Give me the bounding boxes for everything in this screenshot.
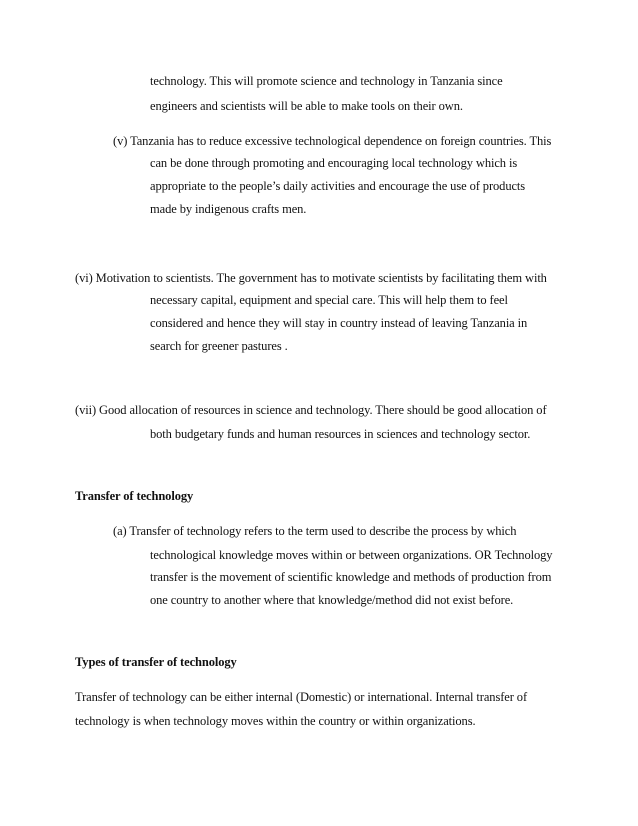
paragraph-a-line-4: one country to another where that knowledge/method did not exist before. xyxy=(150,593,514,607)
paragraph-a-line-3: transfer is the movement of scientific knowledge and methods of production from xyxy=(150,570,552,584)
heading-transfer-of-technology: Transfer of technology xyxy=(75,489,194,503)
paragraph-a-line-2: technological knowledge moves within or between organizations. OR Technology xyxy=(150,548,553,562)
paragraph-iv-line-2: engineers and scientists will be able to make tools on their own. xyxy=(150,99,463,113)
paragraph-vii-line-1: (vii) Good allocation of resources in science and technology. There should be good allocation of xyxy=(75,403,547,417)
paragraph-vi-line-1: (vi) Motivation to scientists. The government has to motivate scientists by facilitating them with xyxy=(75,271,547,285)
paragraph-vi-line-4: search for greener pastures . xyxy=(150,339,288,353)
paragraph-v-line-1: (v) Tanzania has to reduce excessive technological dependence on foreign countries. This xyxy=(113,134,552,148)
paragraph-vi-line-3: considered and hence they will stay in country instead of leaving Tanzania in xyxy=(150,316,528,330)
paragraph-v-line-2: can be done through promoting and encouraging local technology which is xyxy=(150,156,518,170)
heading-types-of-transfer: Types of transfer of technology xyxy=(75,655,237,669)
paragraph-iv-line-1: technology. This will promote science and technology in Tanzania since xyxy=(150,74,503,88)
paragraph-v-line-3: appropriate to the people’s daily activities and encourage the use of products xyxy=(150,179,526,193)
paragraph-vii-line-2: both budgetary funds and human resources in sciences and technology sector. xyxy=(150,427,531,441)
paragraph-v-line-4: made by indigenous crafts men. xyxy=(150,202,307,216)
paragraph-a-line-1: (a) Transfer of technology refers to the term used to describe the process by which xyxy=(113,524,517,538)
paragraph-vi-line-2: necessary capital, equipment and special care. This will help them to feel xyxy=(150,293,508,307)
paragraph-types-line-1: Transfer of technology can be either internal (Domestic) or international. Internal transfer of xyxy=(75,690,528,704)
paragraph-types-line-2: technology is when technology moves within the country or within organizations. xyxy=(75,714,476,728)
